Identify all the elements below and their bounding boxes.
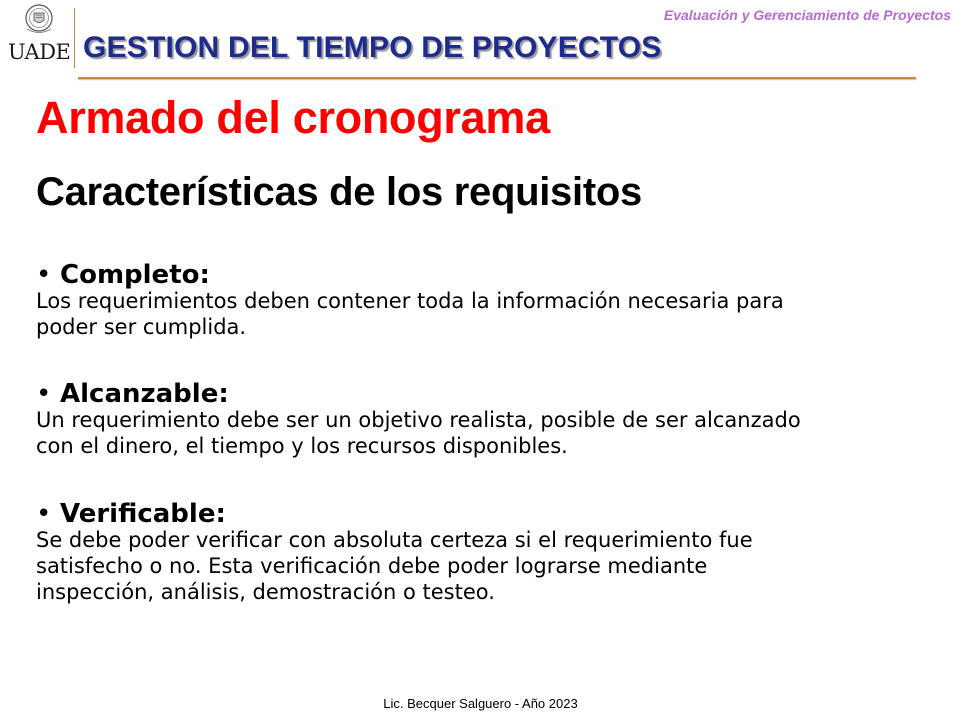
item-heading <box>36 260 936 290</box>
section-title: Armado del cronograma <box>36 92 550 143</box>
item-heading-text: Alcanzable: <box>60 379 229 409</box>
item-heading <box>36 499 936 529</box>
requirement-item-completo <box>36 260 936 340</box>
item-heading-text: Verificable: <box>60 499 226 529</box>
item-description <box>36 288 936 340</box>
item-description <box>36 407 936 459</box>
bullet-icon: • <box>36 260 52 290</box>
bullet-icon: • <box>36 499 52 529</box>
description-line: satisfecho o no. Esta verificación debe poder lograrse mediante <box>36 554 708 578</box>
course-subject: Evaluación y Gerenciamiento de Proyectos <box>663 7 951 23</box>
description-line: inspección, análisis, demostración o testeo. <box>36 580 495 604</box>
requirement-item-alcanzable <box>36 379 936 459</box>
description-line: poder ser cumplida. <box>36 315 247 339</box>
requirement-item-verificable <box>36 499 936 605</box>
slide-footer: Lic. Becquer Salguero - Año 2023 <box>383 696 578 711</box>
slide-subtitle: Características de los requisitos <box>36 170 642 214</box>
description-line: Un requerimiento debe ser un objetivo realista, posible de ser alcanzado <box>36 408 801 432</box>
item-description <box>36 527 936 605</box>
description-line: Los requerimientos deben contener toda la información necesaria para <box>36 289 784 313</box>
uade-logo <box>8 2 70 74</box>
item-heading <box>36 379 936 409</box>
university-seal-icon <box>25 2 53 36</box>
logo-wordmark: UADE <box>8 40 71 64</box>
item-heading-text: Completo: <box>60 260 210 290</box>
description-line: Se debe poder verificar con absoluta certeza si el requerimiento fue <box>36 528 753 552</box>
bullet-icon: • <box>36 379 52 409</box>
header-divider-vertical <box>74 8 75 68</box>
header-divider-horizontal <box>78 77 916 79</box>
header-title: GESTION DEL TIEMPO DE PROYECTOS <box>83 31 662 64</box>
description-line: con el dinero, el tiempo y los recursos disponibles. <box>36 434 568 458</box>
